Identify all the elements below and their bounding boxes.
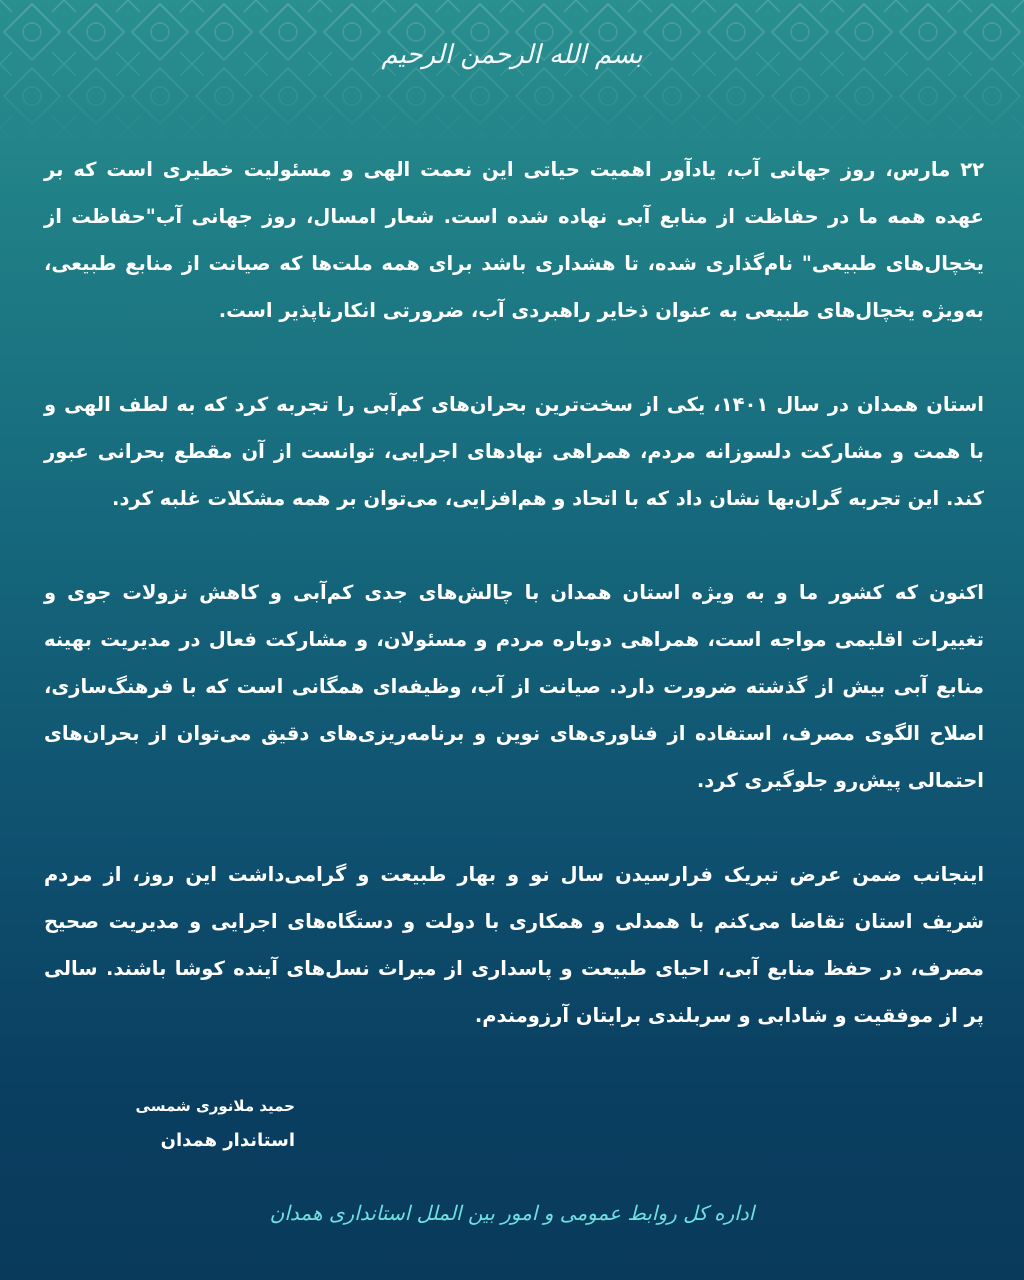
signer-name: حمید ملانوری شمسی (135, 1097, 295, 1115)
decorative-pattern (0, 0, 1024, 150)
paragraph-2: استان همدان در سال ۱۴۰۱، یکی از سخت‌ترین بحران‌های کم‌آبی را تجربه کرد که به لطف الهی و با همت و مشارکت دلسوزانه مردم، همراهی نهادهای اجرایی، توانست از آن مقطع بحرانی عبور کند. این تجربه گران‌بها نشان داد که با اتحاد و هم‌افزایی، می‌توان بر همه مشکلات غلبه کرد. (44, 393, 984, 510)
bismillah-calligraphy: بسم الله الرحمن الرحیم (381, 40, 643, 70)
statement-body (44, 146, 984, 1086)
footer-department: اداره کل روابط عمومی و امور بین الملل استانداری همدان (269, 1201, 755, 1225)
paragraph-4: اینجانب ضمن عرض تبریک فرارسیدن سال نو و بهار طبیعت و گرامی‌داشت این روز، از مردم شریف استان تقاضا می‌کنم با همدلی و همکاری با دولت و دستگاه‌های اجرایی و مدیریت صحیح مصرف، در حفظ منابع آبی، احیای طبیعت و پاسداری از میراث نسل‌های آینده کوشا باشند. سالی پر از موفقیت و شادابی و سربلندی برایتان آرزومندم. (44, 863, 984, 1027)
signature-block (50, 1094, 295, 1158)
signer-title: استاندار همدان (160, 1130, 295, 1151)
paragraph-1: ۲۲ مارس، روز جهانی آب، یادآور اهمیت حیاتی این نعمت الهی و مسئولیت خطیری است که بر عهده همه ما در حفاظت از منابع آبی نهاده شده است. شعار امسال، روز جهانی آب"حفاظت از یخچال‌های طبیعی" نام‌گذاری شده، تا هشداری باشد برای همه ملت‌ها که صیانت از منابع طبیعی، به‌ویژه یخچال‌های طبیعی به عنوان ذخایر راهبردی آب، ضرورتی انکارناپذیر است. (44, 158, 984, 322)
paragraph-3: اکنون که کشور ما و به ویژه استان همدان با چالش‌های جدی کم‌آبی و کاهش نزولات جوی و تغییرات اقلیمی مواجه است، همراهی دوباره مردم و مسئولان، و مشارکت فعال در مدیریت بهینه منابع آبی بیش از گذشته ضرورت دارد. صیانت از آب، وظیفه‌ای همگانی است که با فرهنگ‌سازی، اصلاح الگوی مصرف، استفاده از فناوری‌های نوین و برنامه‌ریزی‌های دقیق می‌توان از بحران‌های احتمالی پیش‌رو جلوگیری کرد. (44, 581, 984, 792)
